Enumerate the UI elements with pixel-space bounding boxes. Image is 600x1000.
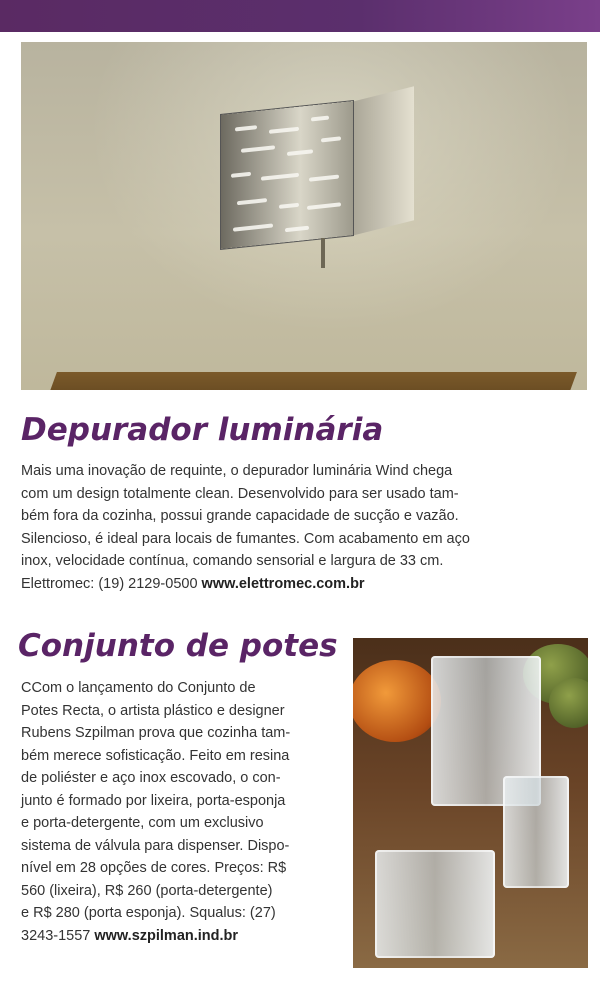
contact-phone: 3243-1557 (21, 927, 91, 944)
website-link[interactable]: www.elettromec.com.br (201, 575, 365, 592)
section-body-depurador (21, 460, 581, 595)
section-title-depurador: Depurador luminária (21, 412, 384, 448)
website-link[interactable]: www.szpilman.ind.br (94, 927, 239, 944)
text-line: Silencioso, é ideal para locais de fumantes. Com acabamento em aço (21, 530, 470, 547)
text-line: inox, velocidade contínua, comando sensorial e largura de 33 cm. (21, 553, 444, 569)
lamp-cube (221, 101, 353, 249)
pumpkin (353, 660, 441, 742)
text-line: com um design totalmente clean. Desenvolvido para ser usado tam- (21, 485, 459, 502)
text-line: CCom o lançamento do Conjunto de (21, 680, 256, 696)
section-body-potes (21, 677, 353, 947)
counter-top (35, 372, 577, 390)
text-line: sistema de válvula para dispenser. Dispo- (21, 837, 290, 854)
section-title-potes: Conjunto de potes (18, 628, 338, 664)
text-line: bém fora da cozinha, possui grande capacidade de sucção e vazão. (21, 508, 459, 524)
contact-line (21, 925, 353, 948)
lamp-cube-side (352, 86, 414, 235)
text-line: de poliéster e aço inox escovado, o con- (21, 770, 281, 786)
text-line: nível em 28 opções de cores. Preços: R$ (21, 860, 287, 876)
text-line: e R$ 280 (porta esponja). Squalus: (27) (21, 905, 276, 921)
text-line: Potes Recta, o artista plástico e designer (21, 702, 285, 719)
contact-phone: Elettromec: (19) 2129-0500 (21, 575, 198, 592)
lamp-rod (321, 238, 325, 268)
detergent-dispenser (503, 776, 569, 888)
text-line: Mais uma inovação de requinte, o depurador luminária Wind chega (21, 463, 453, 479)
text-line: e porta-detergente, com um exclusivo (21, 815, 264, 831)
containers-photo (353, 638, 588, 968)
text-line: 560 (lixeira), R$ 260 (porta-detergente) (21, 882, 273, 899)
range-hood-lamp-photo (21, 42, 587, 390)
sponge-holder (375, 850, 495, 958)
text-line: junto é formado por lixeira, porta-esponja (21, 792, 286, 809)
text-line: bém merece sofisticação. Feito em resina (21, 747, 290, 764)
contact-line (21, 573, 581, 596)
header-bar (0, 0, 600, 32)
vegetable (549, 678, 588, 728)
text-line: Rubens Szpilman prova que cozinha tam- (21, 725, 291, 741)
